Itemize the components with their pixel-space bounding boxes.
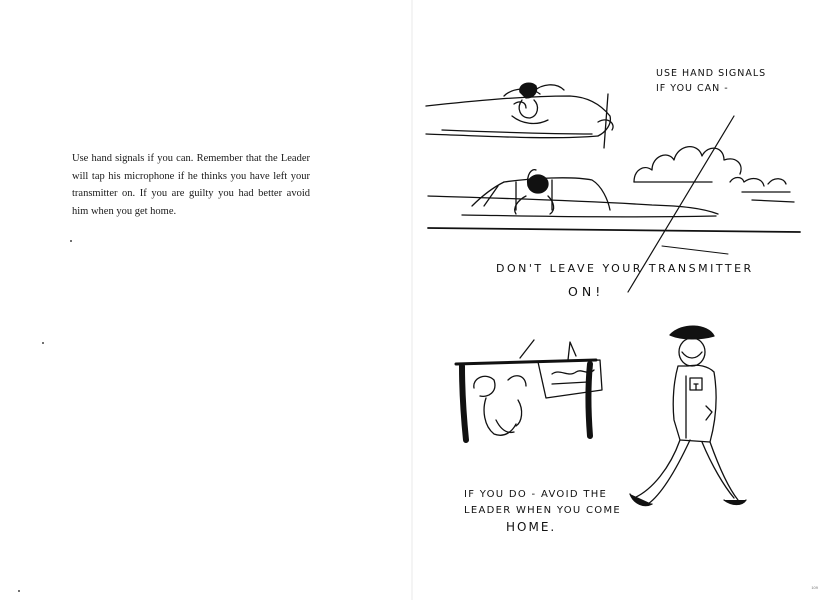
lower-pilot-drawing	[515, 170, 554, 214]
caption-on: ON!	[568, 284, 605, 299]
wing-line	[662, 246, 728, 254]
caption-hand-signals-line2: IF YOU CAN -	[656, 83, 729, 94]
upper-plane-drawing	[426, 85, 613, 148]
body-paragraph: Use hand signals if you can. Remember that the Leader will tap his microphone if he thinks you have left your transmitter on. If you are guilty you had better avoid him when you get home.	[72, 153, 310, 217]
right-page	[412, 0, 824, 600]
caption-hand-signals	[656, 66, 766, 96]
print-speck	[70, 240, 72, 242]
lower-plane-drawing	[428, 178, 800, 232]
caption-avoid-leader-line1: IF YOU DO - AVOID THE	[464, 489, 608, 500]
print-speck	[42, 342, 44, 344]
caption-home: HOME.	[506, 520, 557, 534]
caption-avoid-leader-line2: LEADER WHEN YOU COME	[464, 505, 621, 516]
hiding-pilot-drawing	[474, 376, 526, 436]
caption-avoid-leader	[464, 487, 621, 519]
page-number: 109	[811, 585, 818, 590]
caption-dont-leave-transmitter: DON'T LEAVE YOUR TRANSMITTER	[496, 262, 754, 275]
upper-pilot-drawing	[519, 83, 537, 118]
cloud-drawing	[634, 147, 794, 202]
leader-drawing	[630, 326, 746, 505]
desk-drawing	[456, 340, 602, 440]
print-speck	[18, 590, 20, 592]
caption-hand-signals-line1: USE HAND SIGNALS	[656, 68, 767, 79]
